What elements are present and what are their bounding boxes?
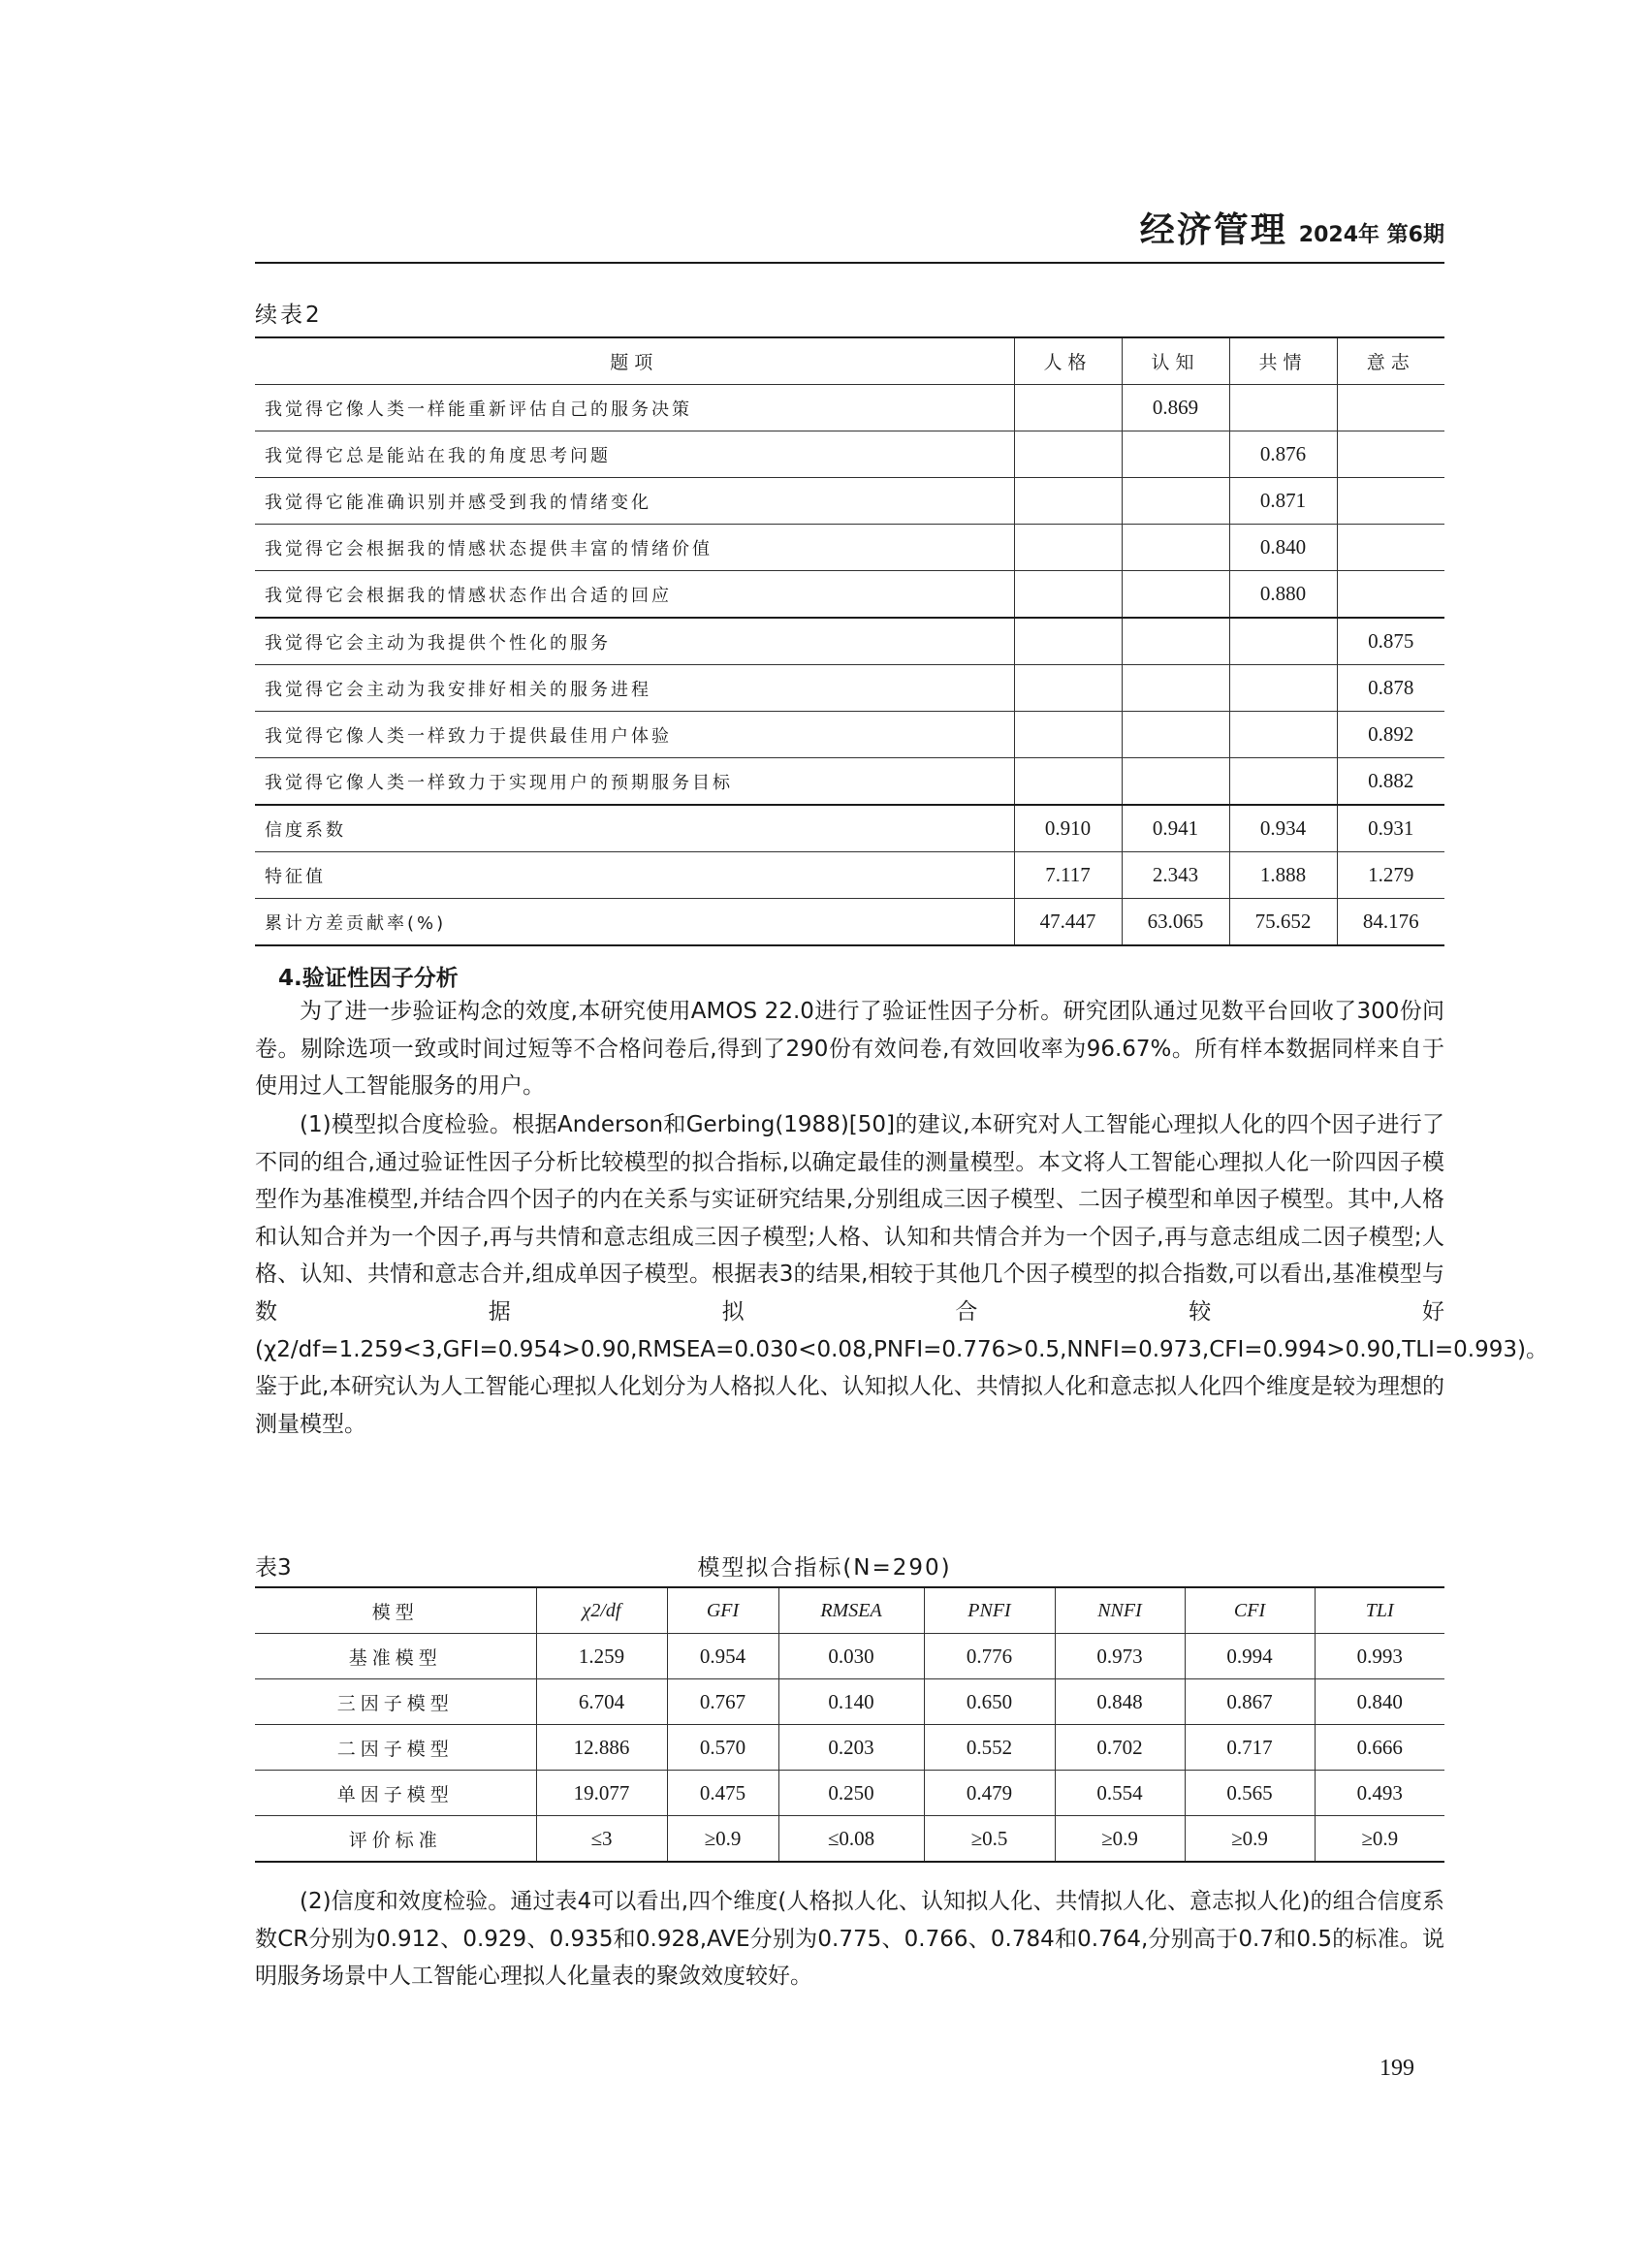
table3-value-cell: ≥0.5 <box>924 1816 1055 1863</box>
table3-value-cell: 0.776 <box>924 1634 1055 1679</box>
table-row <box>255 385 1444 431</box>
table2-value-cell <box>1337 431 1444 478</box>
table3-value-cell: 0.666 <box>1315 1725 1444 1771</box>
table2 <box>255 336 1444 946</box>
table3-value-cell: 0.993 <box>1315 1634 1444 1679</box>
page-number: 199 <box>1379 2056 1414 2081</box>
table2-value-cell: 0.869 <box>1122 385 1229 431</box>
table2-value-cell: 63.065 <box>1122 899 1229 946</box>
table2-col-header: 意志 <box>1337 337 1444 385</box>
table3-col-header: NNFI <box>1055 1587 1185 1634</box>
table-row <box>255 1771 1444 1816</box>
table2-value-cell <box>1229 618 1337 665</box>
table3-value-cell: 0.767 <box>667 1679 778 1725</box>
table3-value-cell: 0.479 <box>924 1771 1055 1816</box>
table-row <box>255 852 1444 899</box>
table2-value-cell: 1.279 <box>1337 852 1444 899</box>
table2-value-cell: 0.910 <box>1014 805 1122 852</box>
table2-value-cell: 84.176 <box>1337 899 1444 946</box>
table2-item-cell: 我觉得它像人类一样致力于提供最佳用户体验 <box>255 712 1014 758</box>
table3 <box>255 1586 1444 1863</box>
table2-value-cell: 7.117 <box>1014 852 1122 899</box>
table-row <box>255 431 1444 478</box>
table2-item-cell: 我觉得它总是能站在我的角度思考问题 <box>255 431 1014 478</box>
table-row <box>255 1634 1444 1679</box>
table3-value-cell: 0.570 <box>667 1725 778 1771</box>
table-row <box>255 525 1444 571</box>
table3-value-cell: 1.259 <box>536 1634 667 1679</box>
table2-item-cell: 我觉得它会根据我的情感状态提供丰富的情绪价值 <box>255 525 1014 571</box>
table-row <box>255 805 1444 852</box>
table3-value-cell: ≤3 <box>536 1816 667 1863</box>
table2-item-cell: 我觉得它像人类一样能重新评估自己的服务决策 <box>255 385 1014 431</box>
table3-model-cell: 二因子模型 <box>255 1725 536 1771</box>
table3-value-cell: 0.973 <box>1055 1634 1185 1679</box>
table3-value-cell: 0.140 <box>778 1679 924 1725</box>
table3-label: 表3 <box>255 1555 292 1581</box>
table3-col-header: GFI <box>667 1587 778 1634</box>
table3-col-header: χ2/df <box>536 1587 667 1634</box>
table-row <box>255 1816 1444 1863</box>
table2-value-cell: 0.871 <box>1229 478 1337 525</box>
paragraph-2: (1)模型拟合度检验。根据Anderson和Gerbing(1988)[50]的建议,本研究对人工智能心理拟人化的四个因子进行了不同的组合,通过验证性因子分析比较模型的拟合指标,以确定最佳的测量模型。本文将人工智能心理拟人化一阶四因子模型作为基准模型,并结合四个因子的内在关系与实证研究结果,分别组成三因子模型、二因子模型和单因子模型。其中,人格和认知合并为一个因子,再与共情和意志组成三因子模型;人格、认知和共情合并为一个因子,再与意志组成二因子模型;人格、认知、共情和意志合并,组成单因子模型。根据表3的结果,相较于其他几个因子模型的拟合指数,可以看出,基准模型与数据拟合较好(χ2/df=1.259<3,GFI=0.954>0.90,RMSEA=0.030<0.08,PNFI=0.776>0.5,NNFI=0.973,CFI=0.994>0.90,TLI=0.993)。鉴于此,本研究认为人工智能心理拟人化划分为人格拟人化、认知拟人化、共情拟人化和意志拟人化四个维度是较为理想的测量模型。 <box>255 1112 1548 1437</box>
table2-value-cell: 2.343 <box>1122 852 1229 899</box>
table-row <box>255 571 1444 619</box>
table2-value-cell <box>1014 478 1122 525</box>
table2-value-cell <box>1122 758 1229 806</box>
table2-col-header: 题项 <box>255 337 1014 385</box>
table3-model-cell: 单因子模型 <box>255 1771 536 1816</box>
table3-value-cell: 12.886 <box>536 1725 667 1771</box>
table2-item-cell: 我觉得它会根据我的情感状态作出合适的回应 <box>255 571 1014 619</box>
table2-value-cell: 47.447 <box>1014 899 1122 946</box>
table-row <box>255 1725 1444 1771</box>
table2-value-cell <box>1122 665 1229 712</box>
table3-value-cell: 0.994 <box>1185 1634 1315 1679</box>
table2-value-cell: 0.880 <box>1229 571 1337 619</box>
table3-value-cell: 0.565 <box>1185 1771 1315 1816</box>
table3-col-header: CFI <box>1185 1587 1315 1634</box>
journal-issue: 2024年 第6期 <box>1298 223 1444 247</box>
table3-value-cell: 0.030 <box>778 1634 924 1679</box>
table3-value-cell: 0.493 <box>1315 1771 1444 1816</box>
table2-value-cell <box>1122 431 1229 478</box>
table2-value-cell: 0.931 <box>1337 805 1444 852</box>
table3-col-header: TLI <box>1315 1587 1444 1634</box>
table-row <box>255 758 1444 806</box>
table2-item-cell: 我觉得它会主动为我安排好相关的服务进程 <box>255 665 1014 712</box>
table3-value-cell: 0.554 <box>1055 1771 1185 1816</box>
table3-value-cell: 0.203 <box>778 1725 924 1771</box>
table-row <box>255 478 1444 525</box>
table3-value-cell: 0.954 <box>667 1634 778 1679</box>
journal-masthead <box>1140 203 1444 252</box>
table3-col-header: 模型 <box>255 1587 536 1634</box>
table3-value-cell: ≥0.9 <box>1055 1816 1185 1863</box>
table2-col-header: 共情 <box>1229 337 1337 385</box>
table2-value-cell <box>1122 478 1229 525</box>
table2-item-cell: 特征值 <box>255 852 1014 899</box>
table-row <box>255 618 1444 665</box>
table2-value-cell <box>1014 665 1122 712</box>
table2-value-cell: 0.934 <box>1229 805 1337 852</box>
table3-col-header: PNFI <box>924 1587 1055 1634</box>
table2-item-cell: 我觉得它会主动为我提供个性化的服务 <box>255 618 1014 665</box>
table2-value-cell <box>1014 571 1122 619</box>
table2-col-header: 认知 <box>1122 337 1229 385</box>
table2-value-cell <box>1122 712 1229 758</box>
table-row <box>255 665 1444 712</box>
table3-model-cell: 三因子模型 <box>255 1679 536 1725</box>
table3-value-cell: 0.250 <box>778 1771 924 1816</box>
table2-value-cell <box>1229 665 1337 712</box>
table3-value-cell: 19.077 <box>536 1771 667 1816</box>
table2-value-cell: 75.652 <box>1229 899 1337 946</box>
table2-value-cell: 0.878 <box>1337 665 1444 712</box>
table2-label: 续表2 <box>255 303 323 328</box>
table-row <box>255 712 1444 758</box>
table3-col-header: RMSEA <box>778 1587 924 1634</box>
table2-value-cell <box>1014 618 1122 665</box>
table2-item-cell: 信度系数 <box>255 805 1014 852</box>
table3-title: 模型拟合指标(N=290) <box>697 1555 952 1581</box>
running-header <box>255 206 1444 264</box>
table3-value-cell: ≤0.08 <box>778 1816 924 1863</box>
table-row <box>255 899 1444 946</box>
table2-value-cell <box>1122 571 1229 619</box>
table3-value-cell: 6.704 <box>536 1679 667 1725</box>
table2-item-cell: 我觉得它像人类一样致力于实现用户的预期服务目标 <box>255 758 1014 806</box>
table3-value-cell: 0.848 <box>1055 1679 1185 1725</box>
table3-value-cell: 0.840 <box>1315 1679 1444 1725</box>
table2-value-cell <box>1229 758 1337 806</box>
table2-item-cell: 我觉得它能准确识别并感受到我的情绪变化 <box>255 478 1014 525</box>
table2-value-cell: 0.882 <box>1337 758 1444 806</box>
table2-value-cell <box>1337 478 1444 525</box>
table2-value-cell: 0.892 <box>1337 712 1444 758</box>
table2-value-cell <box>1337 571 1444 619</box>
table2-value-cell <box>1122 618 1229 665</box>
table2-value-cell <box>1014 385 1122 431</box>
table2-value-cell: 0.876 <box>1229 431 1337 478</box>
table3-header-row <box>255 1587 1444 1634</box>
table2-value-cell <box>1229 712 1337 758</box>
table2-value-cell <box>1337 385 1444 431</box>
table3-value-cell: ≥0.9 <box>1315 1816 1444 1863</box>
table3-value-cell: 0.867 <box>1185 1679 1315 1725</box>
table3-value-cell: 0.702 <box>1055 1725 1185 1771</box>
table2-value-cell <box>1014 525 1122 571</box>
table2-value-cell: 0.941 <box>1122 805 1229 852</box>
table3-model-cell: 评价标准 <box>255 1816 536 1863</box>
table2-value-cell <box>1229 385 1337 431</box>
table2-value-cell: 0.875 <box>1337 618 1444 665</box>
journal-name: 经济管理 <box>1139 209 1287 250</box>
table3-value-cell: ≥0.9 <box>1185 1816 1315 1863</box>
table2-value-cell <box>1337 525 1444 571</box>
table3-value-cell: 0.552 <box>924 1725 1055 1771</box>
paragraph-3: (2)信度和效度检验。通过表4可以看出,四个维度(人格拟人化、认知拟人化、共情拟人化、意志拟人化)的组合信度系数CR分别为0.912、0.929、0.935和0.928,AVE分别为0.775、0.766、0.784和0.764,分别高于0.7和0.5的标准。说明服务场景中人工智能心理拟人化量表的聚敛效度较好。 <box>255 1889 1444 1990</box>
section-heading: 4.验证性因子分析 <box>278 966 459 991</box>
table-row <box>255 1679 1444 1725</box>
table2-value-cell: 1.888 <box>1229 852 1337 899</box>
table2-value-cell <box>1122 525 1229 571</box>
table3-value-cell: 0.717 <box>1185 1725 1315 1771</box>
table2-value-cell <box>1014 758 1122 806</box>
table2-col-header: 人格 <box>1014 337 1122 385</box>
table3-value-cell: 0.475 <box>667 1771 778 1816</box>
paragraph-1: 为了进一步验证构念的效度,本研究使用AMOS 22.0进行了验证性因子分析。研究团队通过见数平台回收了300份问卷。剔除选项一致或时间过短等不合格问卷后,得到了290份有效问卷,有效回收率为96.67%。所有样本数据同样来自于使用过人工智能服务的用户。 <box>255 999 1444 1100</box>
table2-value-cell <box>1014 712 1122 758</box>
table3-value-cell: 0.650 <box>924 1679 1055 1725</box>
table3-model-cell: 基准模型 <box>255 1634 536 1679</box>
table2-value-cell <box>1014 431 1122 478</box>
table2-value-cell: 0.840 <box>1229 525 1337 571</box>
table3-value-cell: ≥0.9 <box>667 1816 778 1863</box>
table2-item-cell: 累计方差贡献率(%) <box>255 899 1014 946</box>
table2-header-row <box>255 337 1444 385</box>
